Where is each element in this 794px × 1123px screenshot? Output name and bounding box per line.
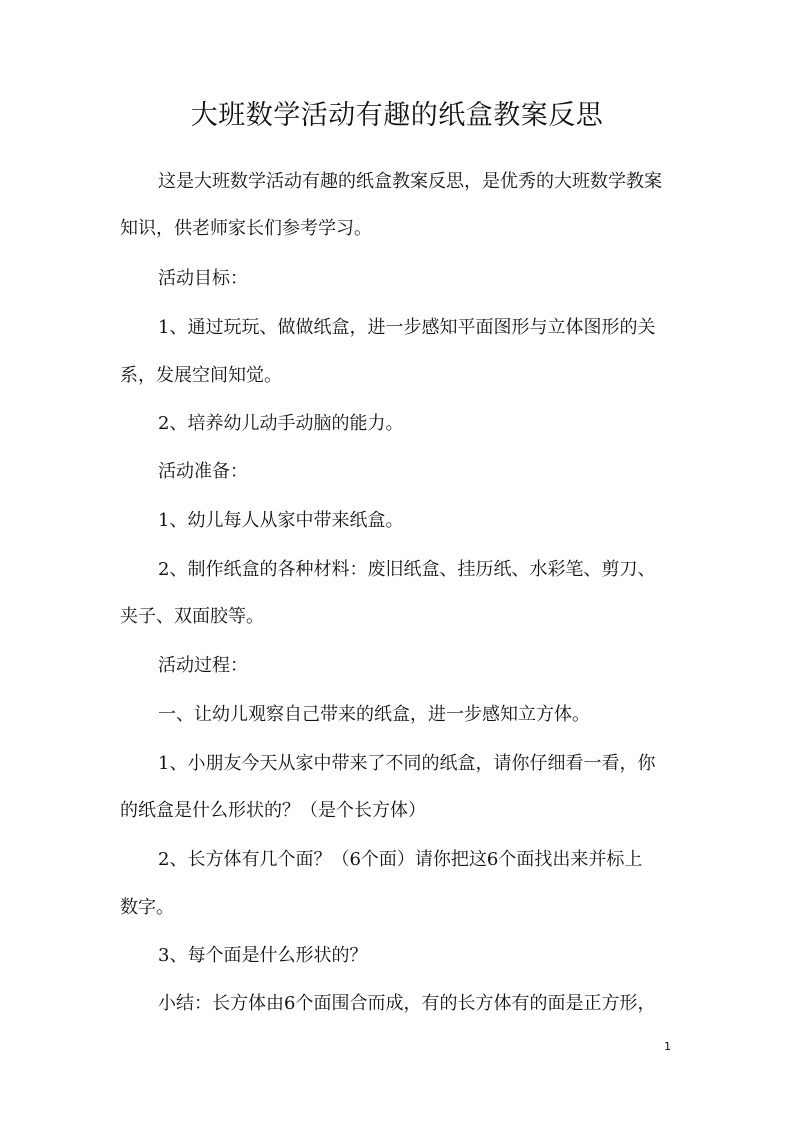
- paragraph-line: 系，发展空间知觉。: [120, 365, 282, 386]
- section-heading: 活动过程：: [158, 655, 248, 676]
- paragraph-line: 数字。: [120, 897, 174, 918]
- paragraph-line: 小结：长方体由6个面围合而成，有的长方体有的面是正方形，: [158, 993, 656, 1014]
- paragraph-line: 一、让幼儿观察自己带来的纸盒，进一步感知立方体。: [158, 704, 590, 725]
- paragraph-line: 1、幼儿每人从家中带来纸盒。: [158, 510, 404, 531]
- paragraph-line: 1、小朋友今天从家中带来了不同的纸盒，请你仔细看一看，你: [158, 753, 656, 774]
- paragraph-line: 2、培养幼儿动手动脑的能力。: [158, 413, 404, 434]
- paragraph-line: 知识，供老师家长们参考学习。: [120, 218, 372, 239]
- section-heading: 活动准备：: [158, 461, 248, 482]
- paragraph-line: 这是大班数学活动有趣的纸盒教案反思，是优秀的大班数学教案: [158, 171, 662, 192]
- paragraph-line: 3、每个面是什么形状的？: [158, 945, 368, 966]
- paragraph-line: 2、制作纸盒的各种材料：废旧纸盒、挂历纸、水彩笔、剪刀、: [158, 559, 656, 580]
- paragraph-line: 的纸盒是什么形状的？（是个长方体）: [120, 800, 426, 821]
- paragraph-line: 夹子、双面胶等。: [120, 606, 264, 627]
- page-number: 1: [664, 1040, 671, 1053]
- paragraph-line: 1、通过玩玩、做做纸盒，进一步感知平面图形与立体图形的关: [158, 317, 656, 338]
- section-heading: 活动目标：: [158, 268, 248, 289]
- document-title: 大班数学活动有趣的纸盒教案反思: [190, 100, 604, 131]
- paragraph-line: 2、长方体有几个面？（6个面）请你把这6个面找出来并标上: [158, 849, 643, 870]
